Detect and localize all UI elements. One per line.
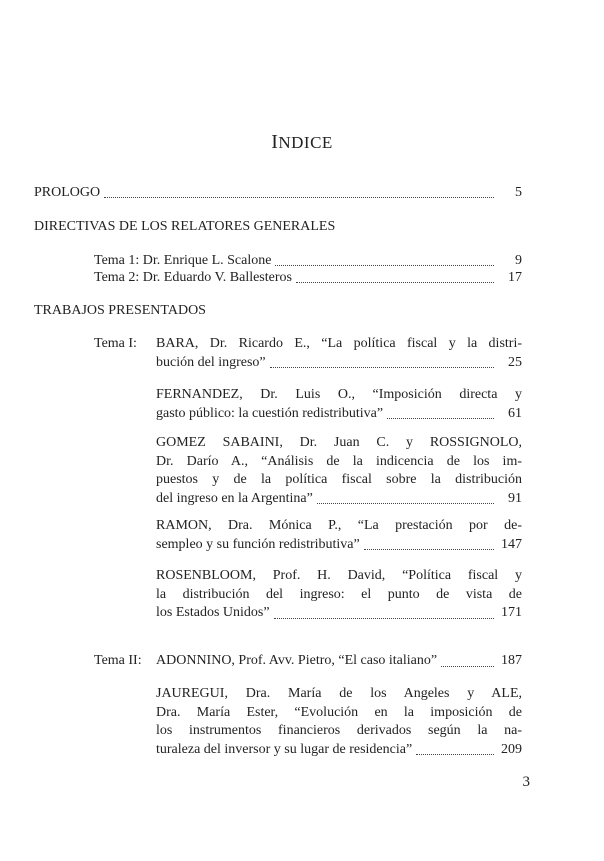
toc-entry-page: 209 xyxy=(501,741,522,757)
entry-line: ROSENBLOOM, Prof. H. David, “Política fiscal y xyxy=(156,568,522,583)
entry-line: gasto público: la cuestión redistributiva” xyxy=(156,405,384,421)
toc-entry-label: Tema 2: Dr. Eduardo V. Ballesteros xyxy=(94,270,292,285)
entry-line: sempleo y su función redistributiva” xyxy=(156,536,360,552)
toc-entry-page: 147 xyxy=(501,536,522,552)
entry-line: GOMEZ SABAINI, Dr. Juan C. y ROSSIGNOLO, xyxy=(156,435,522,450)
entry-line: BARA, Dr. Ricardo E., “La política fiscal y la distri- xyxy=(156,336,522,351)
toc-entry-tema2[interactable] xyxy=(94,269,522,287)
toc-entry-ramon[interactable] xyxy=(156,517,522,554)
toc-entry-jauregui[interactable] xyxy=(156,685,522,759)
entry-line: bución del ingreso” xyxy=(156,354,266,370)
toc-entry-rosenbloom[interactable] xyxy=(156,567,522,623)
title-rest: NDICE xyxy=(278,133,333,152)
toc-entry-page: 187 xyxy=(501,653,522,668)
title-initial: I xyxy=(271,131,279,153)
entry-line: Dra. María Ester, “Evolución en la imposición de xyxy=(156,704,522,720)
toc-entry-page: 5 xyxy=(515,185,522,200)
toc-entry-page: 171 xyxy=(501,605,522,620)
entry-line: los Estados Unidos” xyxy=(156,605,270,620)
toc-entry-prologo[interactable] xyxy=(34,184,522,202)
toc-entry-fernandez[interactable] xyxy=(156,386,522,423)
section-heading-directivas: DIRECTIVAS DE LOS RELATORES GENERALES xyxy=(34,219,336,234)
toc-entry-page: 17 xyxy=(508,270,522,285)
tema-label: Tema I: xyxy=(94,336,137,351)
toc-entry-adonnino[interactable] xyxy=(156,652,522,671)
entry-line: los instrumentos financieros derivados según la na- xyxy=(156,723,522,738)
tema-label: Tema II: xyxy=(94,653,142,668)
dot-leader xyxy=(441,665,494,667)
section-heading-trabajos: TRABAJOS PRESENTADOS xyxy=(34,303,206,318)
toc-entry-page: 9 xyxy=(515,253,522,268)
entry-line: ADONNINO, Prof. Avv. Pietro, “El caso italiano” xyxy=(156,653,438,668)
entry-line: Dr. Darío A., “Análisis de la indicencia de los im- xyxy=(156,453,522,469)
toc-entry-gomez-sabaini[interactable] xyxy=(156,434,522,508)
toc-entry-bara[interactable] xyxy=(156,335,522,372)
entry-line: JAUREGUI, Dra. María de los Angeles y ALE, xyxy=(156,686,522,701)
dot-leader xyxy=(317,502,494,504)
toc-entry-page: 91 xyxy=(508,490,522,506)
entry-line: turaleza del inversor y su lugar de residencia” xyxy=(156,741,413,757)
dot-leader xyxy=(387,417,494,419)
dot-leader xyxy=(364,548,494,550)
dot-leader xyxy=(416,753,494,755)
entry-line: del ingreso en la Argentina” xyxy=(156,490,313,506)
entry-line: la distribución del ingreso: el punto de vista de xyxy=(156,586,522,602)
dot-leader xyxy=(274,617,494,619)
dot-leader xyxy=(275,264,494,266)
entry-line: FERNANDEZ, Dr. Luis O., “Imposición directa y xyxy=(156,387,522,402)
page-number: 3 xyxy=(522,774,530,790)
toc-entry-page: 61 xyxy=(508,405,522,421)
dot-leader xyxy=(270,366,494,368)
page-title xyxy=(0,131,604,154)
toc-entry-label: Tema 1: Dr. Enrique L. Scalone xyxy=(94,253,272,268)
entry-line: RAMON, Dra. Mónica P., “La prestación por de- xyxy=(156,518,522,533)
toc-entry-page: 25 xyxy=(508,354,522,370)
dot-leader xyxy=(296,281,494,283)
entry-line: puestos y de la política fiscal sobre la distribución xyxy=(156,472,522,487)
toc-entry-tema1[interactable] xyxy=(94,252,522,270)
dot-leader xyxy=(104,196,494,198)
toc-entry-label: PROLOGO xyxy=(34,185,101,200)
